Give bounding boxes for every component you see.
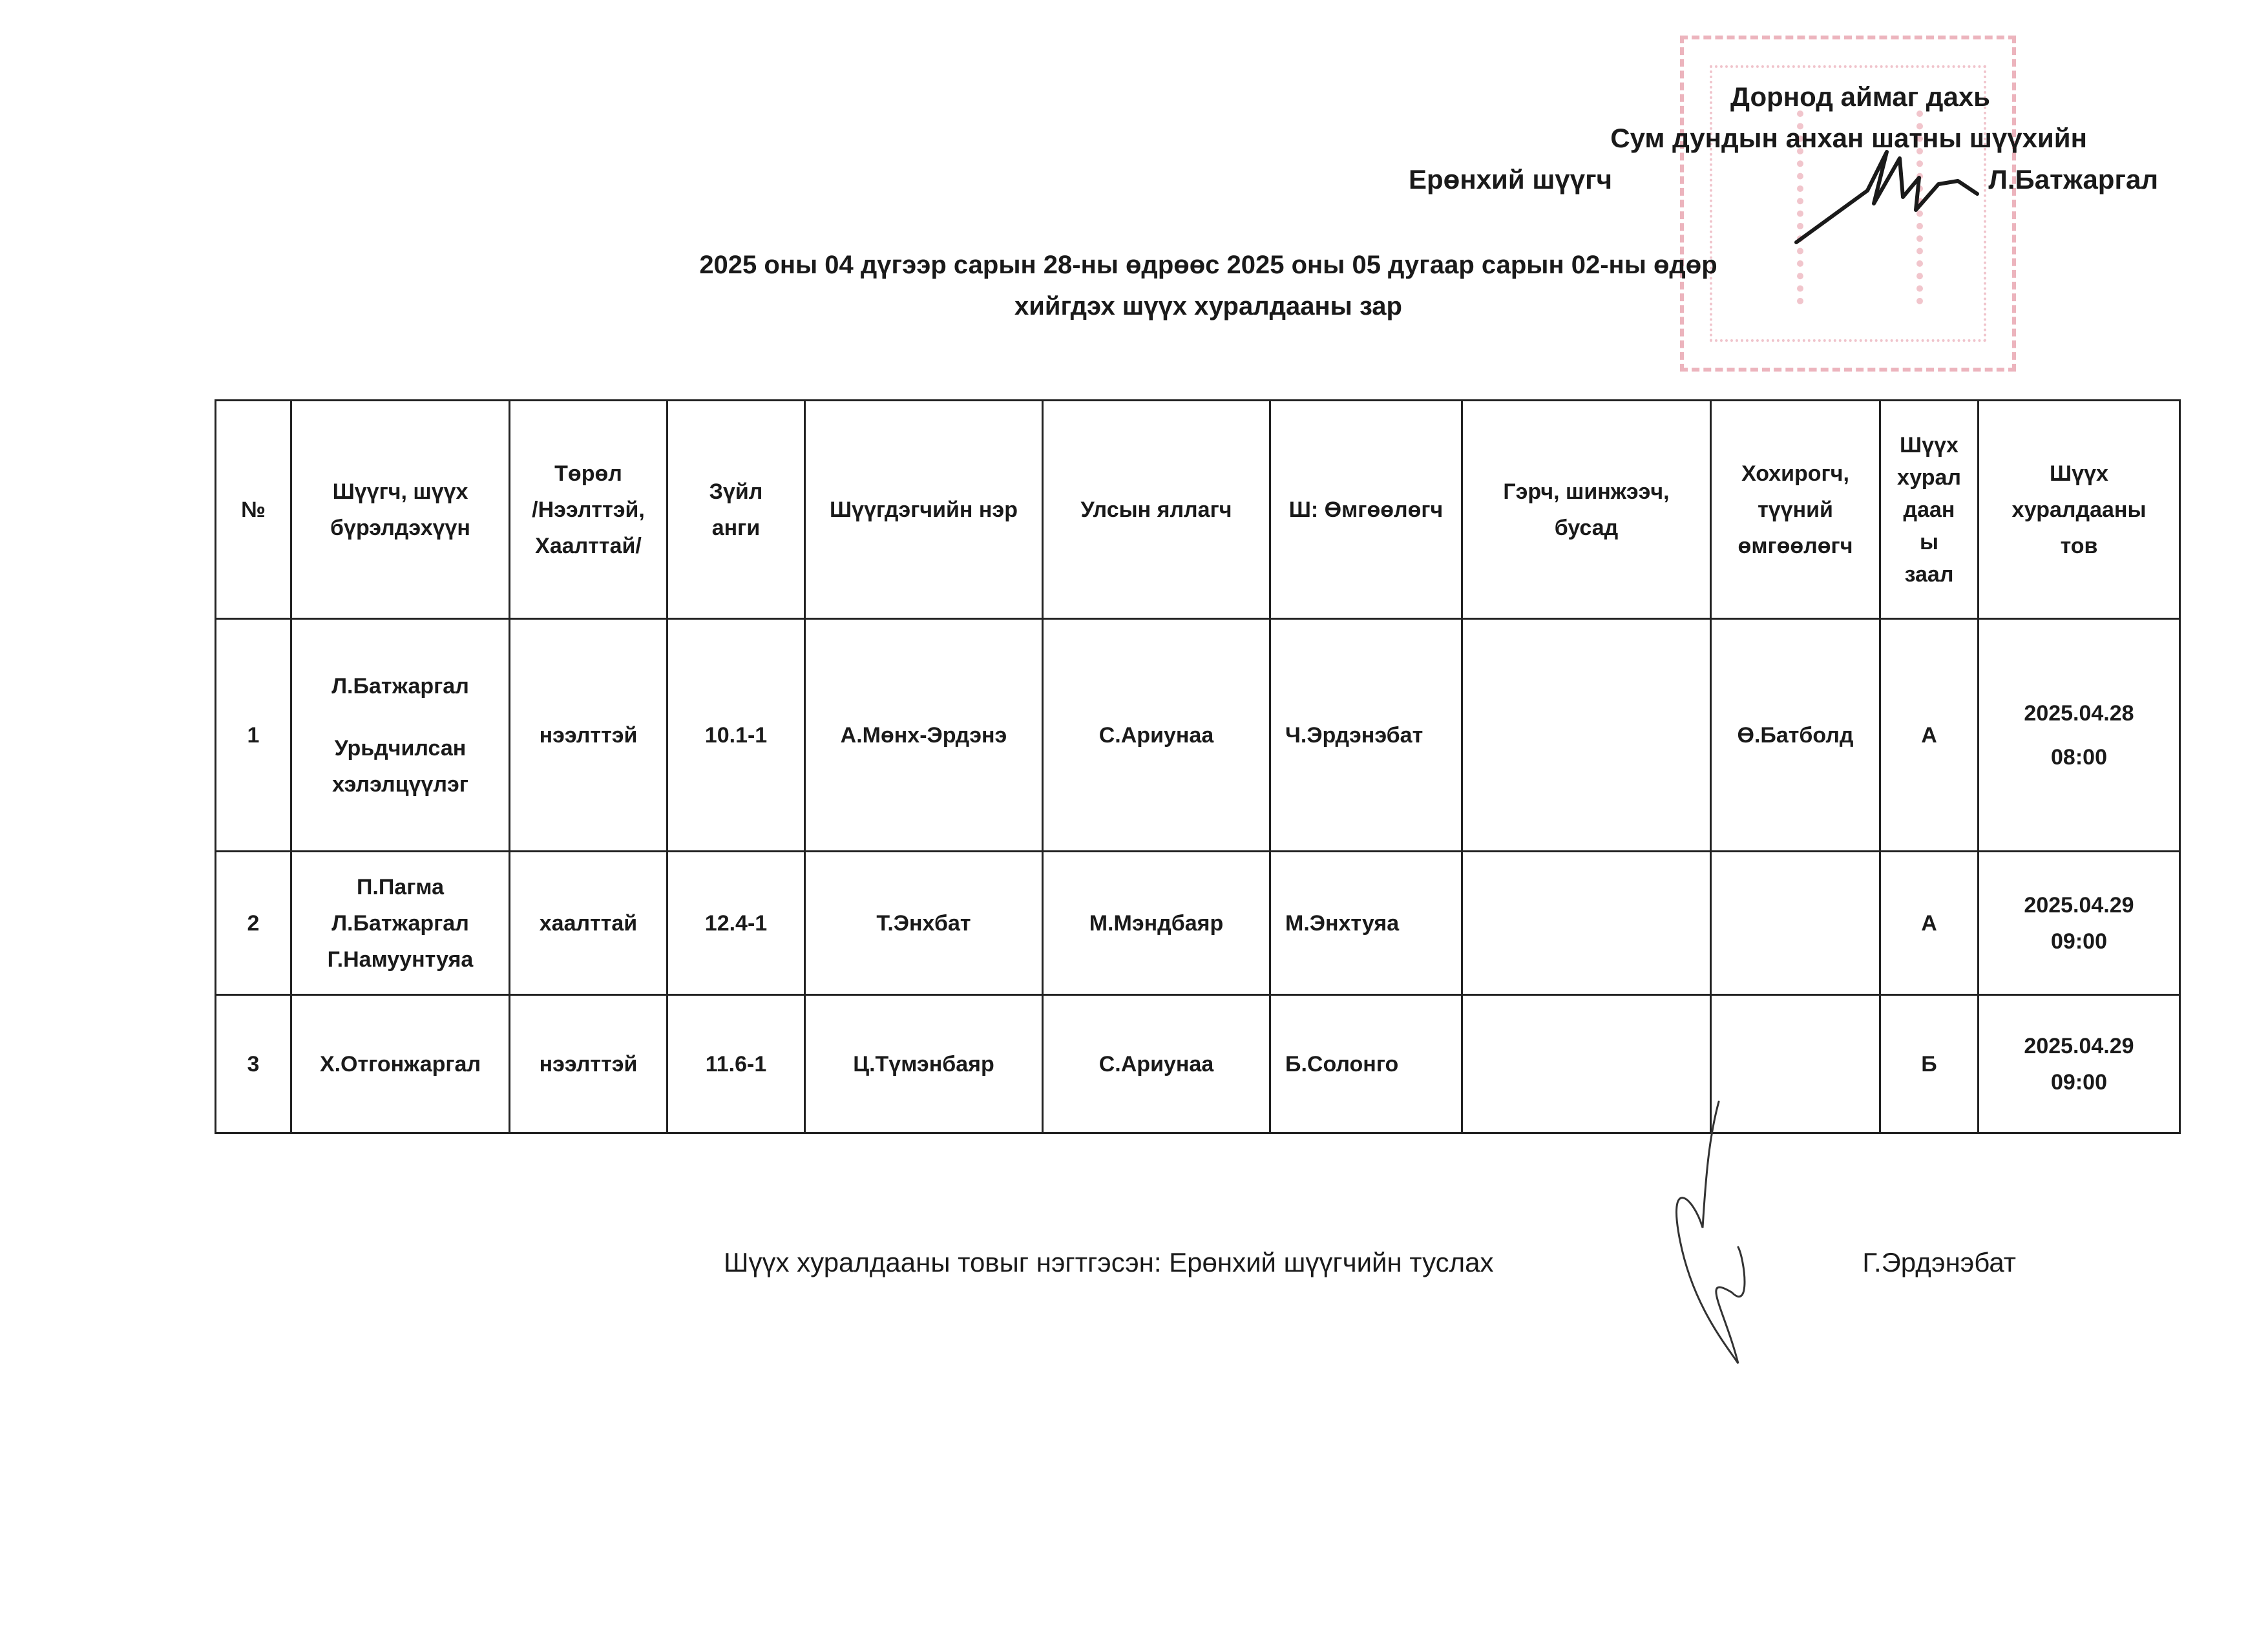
cell-victim xyxy=(1711,852,1880,995)
cell-room: А xyxy=(1880,619,1979,852)
cell-defense: М.Энхтуяа xyxy=(1270,852,1462,995)
title-line-2: хийгдэх шүүх хуралдааны зар xyxy=(1014,292,1402,320)
col-header-article: Зүйл анги xyxy=(667,401,805,619)
cell-witness xyxy=(1462,619,1711,852)
col-header-defense: Ш: Өмгөөлөгч xyxy=(1270,401,1462,619)
header-org: Дорнод аймаг дахь xyxy=(1730,81,1990,112)
cell-number: 3 xyxy=(216,995,291,1133)
assistant-signature xyxy=(1654,1098,1783,1376)
col-header-schedule: Шүүх хуралдааны тов xyxy=(1979,401,2180,619)
cell-victim: Ө.Батболд xyxy=(1711,619,1880,852)
cell-article: 10.1-1 xyxy=(667,619,805,852)
col-header-victim: Хохирогч, түүний өмгөөлөгч xyxy=(1711,401,1880,619)
cell-schedule: 2025.04.28 08:00 xyxy=(1979,619,2180,852)
cell-defense: Б.Солонго xyxy=(1270,995,1462,1133)
header-judge-name: Л.Батжаргал xyxy=(1988,164,2158,194)
footer-label: Шүүх хуралдааны товыг нэгтгэсэн: Ерөнхий шүүгчийн туслах xyxy=(724,1247,1494,1277)
cell-defendant: Ц.Түмэнбаяр xyxy=(805,995,1043,1133)
cell-article: 12.4-1 xyxy=(667,852,805,995)
cell-judge: Л.Батжаргал Урьдчилсан хэлэлцүүлэг xyxy=(291,619,510,852)
cell-room: Б xyxy=(1880,995,1979,1133)
table-row xyxy=(216,852,2180,995)
cell-prosecutor: С.Ариунаа xyxy=(1043,995,1270,1133)
cell-victim xyxy=(1711,995,1880,1133)
table-row xyxy=(216,995,2180,1133)
page-title xyxy=(601,244,1816,327)
cell-defense: Ч.Эрдэнэбат xyxy=(1270,619,1462,852)
cell-type: нээлттэй xyxy=(510,995,667,1133)
header-block xyxy=(1254,76,2158,200)
header-position: Ерөнхий шүүгч xyxy=(1409,164,1612,194)
title-line-1: 2025 оны 04 дүгээр сарын 28-ны өдрөөс 2025 оны 05 дугаар сарын 02-ны өдөр xyxy=(699,251,1717,279)
cell-type: нээлттэй xyxy=(510,619,667,852)
cell-judge: П.Пагма Л.Батжаргал Г.Намуунтуяа xyxy=(291,852,510,995)
cell-type: хаалттай xyxy=(510,852,667,995)
col-header-judge: Шүүгч, шүүх бүрэлдэхүүн xyxy=(291,401,510,619)
cell-article: 11.6-1 xyxy=(667,995,805,1133)
col-header-witness: Гэрч, шинжээч, бусад xyxy=(1462,401,1711,619)
cell-defendant: Т.Энхбат xyxy=(805,852,1043,995)
cell-defendant: А.Мөнх-Эрдэнэ xyxy=(805,619,1043,852)
col-header-room: Шүүх хурал даан ы заал xyxy=(1880,401,1979,619)
col-header-number: № xyxy=(216,401,291,619)
cell-prosecutor: С.Ариунаа xyxy=(1043,619,1270,852)
col-header-prosecutor: Улсын яллагч xyxy=(1043,401,1270,619)
cell-schedule: 2025.04.29 09:00 xyxy=(1979,852,2180,995)
table-row xyxy=(216,619,2180,852)
hearing-schedule-table xyxy=(215,399,2181,1134)
cell-schedule: 2025.04.29 09:00 xyxy=(1979,995,2180,1133)
cell-witness xyxy=(1462,995,1711,1133)
cell-number: 1 xyxy=(216,619,291,852)
header-judge-line xyxy=(1254,159,2158,200)
col-header-type: Төрөл /Нээлттэй, Хаалттай/ xyxy=(510,401,667,619)
col-header-defendant: Шүүгдэгчийн нэр xyxy=(805,401,1043,619)
table-header-row xyxy=(216,401,2180,619)
footer-name: Г.Эрдэнэбат xyxy=(1862,1247,2016,1277)
cell-judge: Х.Отгонжаргал xyxy=(291,995,510,1133)
footer xyxy=(724,1247,2016,1278)
cell-prosecutor: М.Мэндбаяр xyxy=(1043,852,1270,995)
cell-witness xyxy=(1462,852,1711,995)
header-court: Сум дундын анхан шатны шүүхийн xyxy=(1610,123,2087,153)
cell-room: А xyxy=(1880,852,1979,995)
cell-number: 2 xyxy=(216,852,291,995)
